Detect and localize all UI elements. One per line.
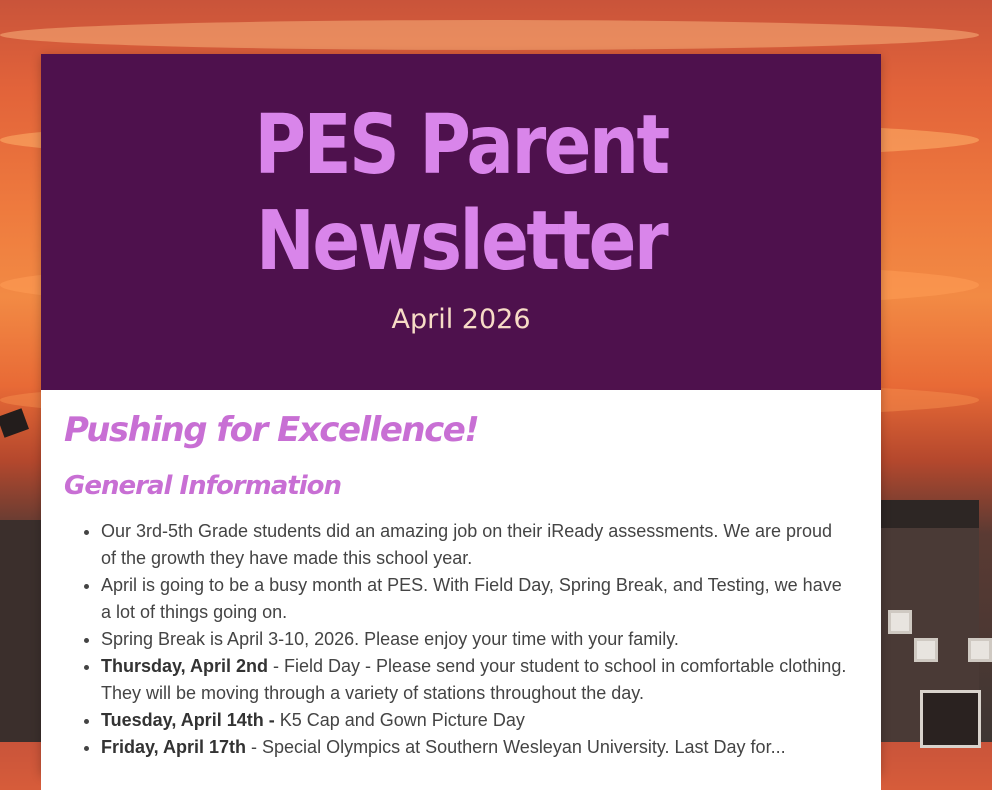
newsletter-date: April 2026 — [391, 304, 531, 335]
list-item — [101, 572, 851, 626]
title-line-1: PES Parent — [254, 98, 668, 193]
list-item-text: Our 3rd-5th Grade students did an amazing job on their iReady assessments. We are proud of the growth they have made this school year. — [101, 521, 833, 568]
building-window — [888, 610, 912, 634]
building-door — [920, 690, 981, 748]
newsletter-header — [41, 54, 881, 390]
newsletter-card — [41, 54, 881, 774]
list-item-text: - Field Day - Please send your student to school in comfortable clothing. They will be moving through a variety of stations throughout the day. — [101, 656, 847, 703]
background-building-left — [0, 520, 41, 742]
background-building-right — [880, 500, 979, 742]
list-item-bold: Tuesday, April 14th - — [101, 710, 275, 730]
building-window — [914, 638, 938, 662]
building-window — [968, 638, 992, 662]
list-item-text: April is going to be a busy month at PES. With Field Day, Spring Break, and Testing, we have a lot of things going on. — [101, 575, 842, 622]
section-subheading: General Information — [64, 471, 341, 501]
list-item-text: Spring Break is April 3-10, 2026. Please enjoy your time with your family. — [101, 629, 679, 649]
list-item-text: - Special Olympics at Southern Wesleyan University. Last Day for... — [246, 737, 786, 757]
newsletter-content — [41, 390, 881, 790]
background-pole — [0, 408, 29, 438]
section-heading: Pushing for Excellence! — [64, 410, 479, 450]
list-item — [101, 653, 851, 707]
list-item — [101, 734, 851, 761]
title-line-2: Newsletter — [255, 194, 667, 289]
list-item — [101, 707, 851, 734]
list-item-bold: Friday, April 17th — [101, 737, 247, 757]
building-roof — [880, 500, 979, 528]
info-list — [41, 518, 851, 761]
sky-cloud — [0, 20, 979, 50]
list-item-bold: Thursday, April 2nd — [101, 656, 269, 676]
list-item-text: K5 Cap and Gown Picture Day — [274, 710, 525, 730]
list-item — [101, 626, 851, 653]
list-item — [101, 518, 851, 572]
newsletter-title — [100, 98, 822, 290]
